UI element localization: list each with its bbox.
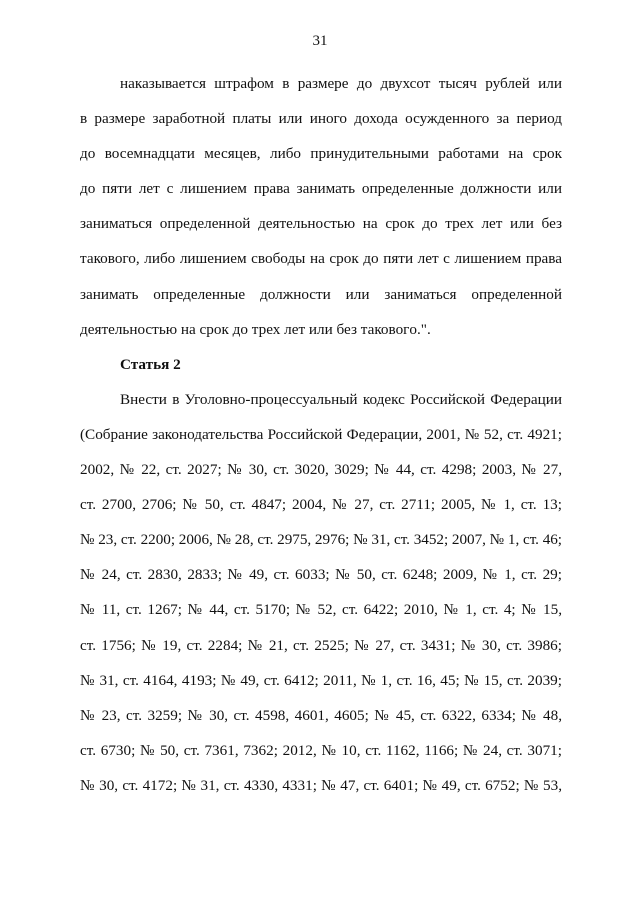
page-number: 31: [312, 33, 328, 49]
text-line: в размере заработной платы или иного дохода осужденного за период: [80, 110, 562, 128]
paragraph-amendment-text: [80, 382, 562, 803]
paragraph-penalty-text: [80, 66, 562, 347]
article-heading: Статья 2: [120, 355, 181, 373]
text-line: № 30, ст. 4172; № 31, ст. 4330, 4331; № 47, ст. 6401; № 49, ст. 6752; № 53,: [80, 776, 562, 794]
text-line: № 23, ст. 2200; 2006, № 28, ст. 2975, 2976; № 31, ст. 3452; 2007, № 1, ст. 46;: [80, 531, 562, 549]
text-line: наказывается штрафом в размере до двухсот тысяч рублей или: [120, 75, 562, 92]
text-line: № 31, ст. 4164, 4193; № 49, ст. 6412; 2011, № 1, ст. 16, 45; № 15, ст. 2039;: [80, 671, 562, 689]
text-line: занимать определенные должности или заниматься определенной: [80, 285, 562, 303]
text-line: ст. 2700, 2706; № 50, ст. 4847; 2004, № 27, ст. 2711; 2005, № 1, ст. 13;: [80, 496, 562, 514]
text-line: до восемнадцати месяцев, либо принудительными работами на срок: [80, 145, 562, 163]
document-body: [80, 66, 562, 803]
text-line: до пяти лет с лишением права занимать определенные должности или: [80, 180, 562, 198]
text-line: 2002, № 22, ст. 2027; № 30, ст. 3020, 3029; № 44, ст. 4298; 2003, № 27,: [80, 461, 562, 479]
text-line: такового, либо лишением свободы на срок до пяти лет с лишением права: [80, 250, 562, 268]
text-line: № 24, ст. 2830, 2833; № 49, ст. 6033; № 50, ст. 6248; 2009, № 1, ст. 29;: [80, 566, 562, 584]
text-line: ст. 6730; № 50, ст. 7361, 7362; 2012, № 10, ст. 1162, 1166; № 24, ст. 3071;: [80, 741, 562, 759]
text-line: заниматься определенной деятельностью на срок до трех лет или без: [80, 215, 562, 233]
text-line: ст. 1756; № 19, ст. 2284; № 21, ст. 2525; № 27, ст. 3431; № 30, ст. 3986;: [80, 636, 562, 654]
text-line: № 11, ст. 1267; № 44, ст. 5170; № 52, ст. 6422; 2010, № 1, ст. 4; № 15,: [80, 601, 562, 619]
text-line: № 23, ст. 3259; № 30, ст. 4598, 4601, 4605; № 45, ст. 6322, 6334; № 48,: [80, 706, 562, 724]
text-line: деятельностью на срок до трех лет или без таковогo.".: [80, 320, 431, 338]
text-line: Внести в Уголовно-процессуальный кодекс Российской Федерации: [120, 390, 562, 408]
text-line: (Собрание законодательства Российской Федерации, 2001, № 52, ст. 4921;: [80, 425, 562, 443]
